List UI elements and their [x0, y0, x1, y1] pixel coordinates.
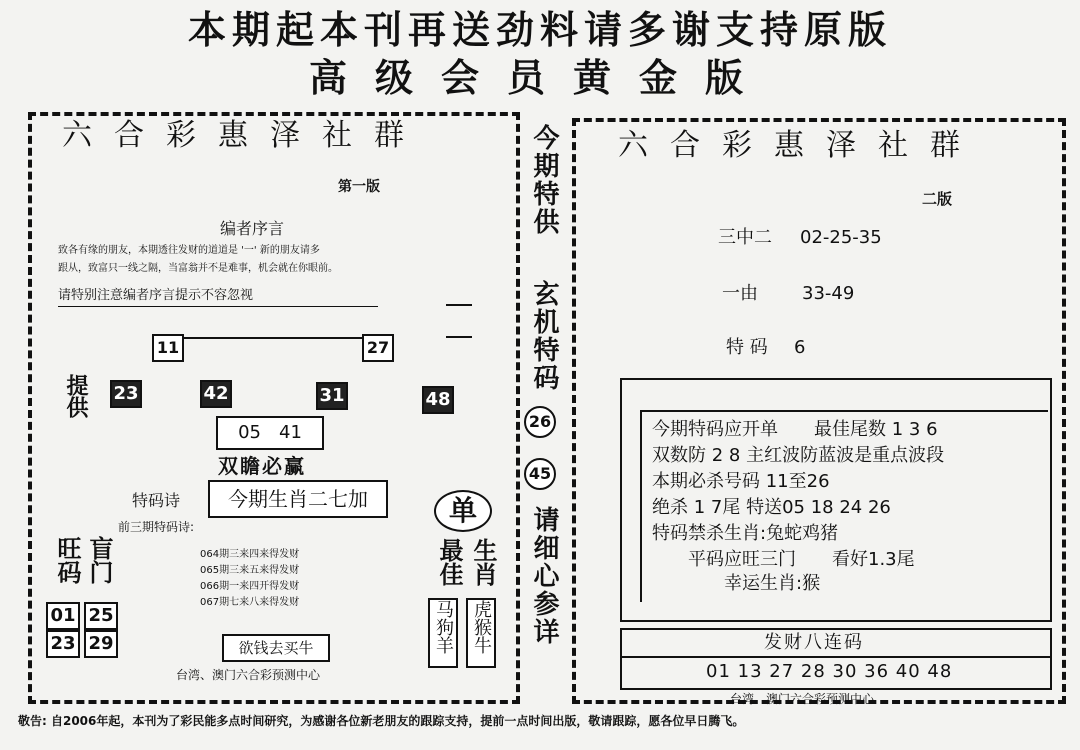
line-b-nums: 33-49: [802, 283, 855, 304]
mang-label: 盲门: [85, 536, 113, 584]
header-line-1: 本期起本刊再送劲料请多谢支持原版: [187, 8, 892, 52]
analysis-line-3: 本期必杀号码 11至26: [652, 471, 830, 492]
range-end-box: 27: [362, 334, 394, 362]
prev-poem-1: 064期三来四来得发财: [200, 549, 300, 560]
double-win: 双瞻必赢: [218, 454, 306, 478]
right-panel-title: 六合彩惠泽社群: [618, 128, 982, 163]
middle-text-top: 今期特供: [529, 124, 559, 236]
range-start-box: 11: [152, 334, 184, 362]
analysis-line-2: 双数防 2 8 主红波防蓝波是重点波段: [652, 445, 945, 466]
pair-box: 05 41: [216, 416, 324, 450]
range-line: [182, 337, 364, 339]
lianma-nums: 01 13 27 28 30 36 40 48: [706, 661, 953, 682]
analysis-line-5: 特码禁杀生肖:兔蛇鸡猪: [652, 523, 839, 544]
middle-text-bottom: 请细心参详: [529, 506, 559, 646]
zodiac-label: 生肖: [469, 538, 497, 586]
zodiac-b-box: 虎猴牛: [466, 598, 496, 668]
line-a-nums: 02-25-35: [800, 227, 882, 248]
preface-title: 编者序言: [220, 219, 285, 238]
bracket-mark: [446, 304, 472, 338]
wang-num-2: 23: [46, 630, 80, 658]
zodiac-a-box: 马狗羊: [428, 598, 458, 668]
prev-poem-2: 065期三来五来得发财: [200, 565, 300, 576]
right-edition: 二版: [922, 190, 953, 208]
provide-num-1: 23: [110, 380, 142, 408]
middle-circle-1: 26: [524, 406, 556, 438]
wang-num-1: 01: [46, 602, 80, 630]
buy-box: 欲钱去买牛: [222, 634, 330, 662]
analysis-line-4: 绝杀 1 7尾 特送05 18 24 26: [652, 497, 891, 518]
best-label: 最佳: [435, 538, 463, 586]
preface-notice: 请特别注意编者序言提示不容忽视: [58, 288, 254, 303]
line-b-label: 一由: [722, 283, 758, 304]
preface-text-1: 致各有缘的朋友，本期透往发财的道道是 '一' 新的朋友请多: [58, 245, 320, 256]
analysis-line-7: 幸运生肖:猴: [652, 573, 821, 594]
header-line-2: 高级会员黄金版: [308, 56, 771, 100]
poem-box: 今期生肖二七加: [208, 480, 388, 518]
prev-poem-3: 066期一来四开得发财: [200, 581, 300, 592]
middle-circle-2: 45: [524, 458, 556, 490]
mang-num-2: 29: [84, 630, 118, 658]
wang-label: 旺码: [53, 536, 81, 584]
prev-poems-label: 前三期特码诗:: [118, 520, 195, 534]
prev-poem-4: 067期七来八来得发财: [200, 597, 300, 608]
right-footer: 台湾、澳门六合彩预测中心: [730, 692, 875, 706]
provide-num-4: 48: [422, 386, 454, 414]
lianma-divider: [620, 656, 1050, 658]
bottom-notice: 敬告: 自2006年起，本刊为了彩民能多点时间研究，为感谢各位新老朋友的跟踪支持，提前一点时间出版，敬请跟踪，愿各位早日腾飞。: [18, 714, 745, 728]
analysis-line-6: 平码应旺三门 看好1.3尾: [652, 549, 915, 570]
provide-label: 提供: [63, 374, 88, 418]
line-c-num: 6: [794, 337, 806, 358]
single-badge: 单: [434, 490, 492, 532]
lianma-title: 发财八连码: [764, 632, 864, 653]
preface-text-2: 跟从，致富只一线之隔，当富翁并不是难事，机会就在你眼前。: [58, 263, 338, 274]
analysis-line-1: 今期特码应开单 最佳尾数 1 3 6: [652, 419, 938, 440]
line-c-label: 特 码: [726, 337, 768, 358]
line-a-label: 三中二: [718, 227, 772, 248]
provide-num-3: 31: [316, 382, 348, 410]
provide-num-2: 42: [200, 380, 232, 408]
mang-num-1: 25: [84, 602, 118, 630]
notice-underline: [58, 306, 378, 307]
left-panel-title: 六合彩惠泽社群: [62, 118, 426, 153]
left-footer: 台湾、澳门六合彩预测中心: [176, 668, 321, 682]
middle-text-mid: 玄机特码: [529, 280, 559, 392]
left-edition: 第一版: [338, 179, 380, 195]
poem-label: 特码诗: [132, 491, 181, 510]
